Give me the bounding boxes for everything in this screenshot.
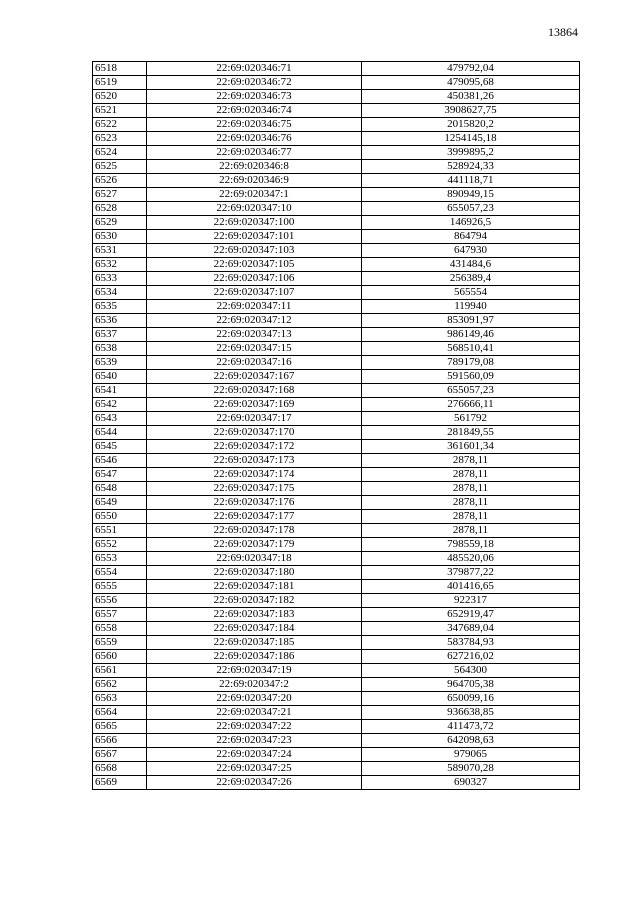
row-number-cell: 6538 bbox=[93, 342, 147, 356]
table-row bbox=[93, 650, 580, 664]
cadastral-value-cell: 528924,33 bbox=[362, 160, 580, 174]
row-number-cell: 6561 bbox=[93, 664, 147, 678]
cadastral-value-cell: 652919,47 bbox=[362, 608, 580, 622]
page-number: 13864 bbox=[548, 25, 578, 39]
cadastral-value-cell: 485520,06 bbox=[362, 552, 580, 566]
cadastral-value-cell: 564300 bbox=[362, 664, 580, 678]
row-number-cell: 6563 bbox=[93, 692, 147, 706]
cadastral-number-cell: 22:69:020346:75 bbox=[147, 118, 362, 132]
row-number-cell: 6562 bbox=[93, 678, 147, 692]
row-number-cell: 6550 bbox=[93, 510, 147, 524]
table-row bbox=[93, 174, 580, 188]
table-row bbox=[93, 286, 580, 300]
cadastral-number-cell: 22:69:020346:71 bbox=[147, 62, 362, 76]
row-number-cell: 6518 bbox=[93, 62, 147, 76]
cadastral-value-cell: 655057,23 bbox=[362, 384, 580, 398]
cadastral-value-cell: 361601,34 bbox=[362, 440, 580, 454]
cadastral-value-cell: 642098,63 bbox=[362, 734, 580, 748]
table-row bbox=[93, 748, 580, 762]
cadastral-number-cell: 22:69:020347:105 bbox=[147, 258, 362, 272]
cadastral-number-cell: 22:69:020347:169 bbox=[147, 398, 362, 412]
cadastral-value-cell: 3999895,2 bbox=[362, 146, 580, 160]
cadastral-value-cell: 936638,85 bbox=[362, 706, 580, 720]
cadastral-value-cell: 450381,26 bbox=[362, 90, 580, 104]
cadastral-value-cell: 281849,55 bbox=[362, 426, 580, 440]
cadastral-number-cell: 22:69:020347:2 bbox=[147, 678, 362, 692]
row-number-cell: 6532 bbox=[93, 258, 147, 272]
table-row bbox=[93, 762, 580, 776]
cadastral-value-cell: 2015820,2 bbox=[362, 118, 580, 132]
row-number-cell: 6521 bbox=[93, 104, 147, 118]
cadastral-value-cell: 789179,08 bbox=[362, 356, 580, 370]
cadastral-number-cell: 22:69:020346:74 bbox=[147, 104, 362, 118]
cadastral-value-cell: 890949,15 bbox=[362, 188, 580, 202]
cadastral-number-cell: 22:69:020347:177 bbox=[147, 510, 362, 524]
table-row bbox=[93, 454, 580, 468]
table-row bbox=[93, 580, 580, 594]
cadastral-number-cell: 22:69:020347:22 bbox=[147, 720, 362, 734]
table-row bbox=[93, 258, 580, 272]
cadastral-value-cell: 411473,72 bbox=[362, 720, 580, 734]
cadastral-value-cell: 479095,68 bbox=[362, 76, 580, 90]
table-row bbox=[93, 132, 580, 146]
cadastral-number-cell: 22:69:020346:9 bbox=[147, 174, 362, 188]
cadastral-number-cell: 22:69:020346:77 bbox=[147, 146, 362, 160]
cadastral-number-cell: 22:69:020347:173 bbox=[147, 454, 362, 468]
row-number-cell: 6536 bbox=[93, 314, 147, 328]
row-number-cell: 6568 bbox=[93, 762, 147, 776]
table-row bbox=[93, 426, 580, 440]
table-row bbox=[93, 342, 580, 356]
cadastral-value-cell: 655057,23 bbox=[362, 202, 580, 216]
row-number-cell: 6548 bbox=[93, 482, 147, 496]
cadastral-value-cell: 2878,11 bbox=[362, 482, 580, 496]
row-number-cell: 6530 bbox=[93, 230, 147, 244]
table-row bbox=[93, 300, 580, 314]
row-number-cell: 6544 bbox=[93, 426, 147, 440]
cadastral-number-cell: 22:69:020347:1 bbox=[147, 188, 362, 202]
table-row bbox=[93, 608, 580, 622]
table-row bbox=[93, 552, 580, 566]
row-number-cell: 6553 bbox=[93, 552, 147, 566]
table-row bbox=[93, 104, 580, 118]
row-number-cell: 6542 bbox=[93, 398, 147, 412]
table-row bbox=[93, 622, 580, 636]
table-row bbox=[93, 678, 580, 692]
cadastral-number-cell: 22:69:020347:106 bbox=[147, 272, 362, 286]
cadastral-value-cell: 119940 bbox=[362, 300, 580, 314]
cadastral-value-cell: 2878,11 bbox=[362, 454, 580, 468]
cadastral-number-cell: 22:69:020347:186 bbox=[147, 650, 362, 664]
row-number-cell: 6541 bbox=[93, 384, 147, 398]
cadastral-number-cell: 22:69:020347:182 bbox=[147, 594, 362, 608]
cadastral-value-cell: 276666,11 bbox=[362, 398, 580, 412]
cadastral-value-cell: 690327 bbox=[362, 776, 580, 790]
row-number-cell: 6539 bbox=[93, 356, 147, 370]
cadastral-value-cell: 347689,04 bbox=[362, 622, 580, 636]
cadastral-value-cell: 589070,28 bbox=[362, 762, 580, 776]
cadastral-value-cell: 561792 bbox=[362, 412, 580, 426]
table-row bbox=[93, 398, 580, 412]
table-row bbox=[93, 370, 580, 384]
cadastral-number-cell: 22:69:020347:168 bbox=[147, 384, 362, 398]
row-number-cell: 6528 bbox=[93, 202, 147, 216]
table-row bbox=[93, 314, 580, 328]
table-row bbox=[93, 510, 580, 524]
cadastral-number-cell: 22:69:020347:100 bbox=[147, 216, 362, 230]
row-number-cell: 6534 bbox=[93, 286, 147, 300]
cadastral-number-cell: 22:69:020347:176 bbox=[147, 496, 362, 510]
cadastral-number-cell: 22:69:020347:16 bbox=[147, 356, 362, 370]
cadastral-number-cell: 22:69:020347:103 bbox=[147, 244, 362, 258]
cadastral-number-cell: 22:69:020347:185 bbox=[147, 636, 362, 650]
cadastral-number-cell: 22:69:020347:20 bbox=[147, 692, 362, 706]
table-row bbox=[93, 118, 580, 132]
cadastral-value-cell: 979065 bbox=[362, 748, 580, 762]
table-row bbox=[93, 706, 580, 720]
table-row bbox=[93, 468, 580, 482]
cadastral-number-cell: 22:69:020347:180 bbox=[147, 566, 362, 580]
cadastral-number-cell: 22:69:020347:172 bbox=[147, 440, 362, 454]
cadastral-number-cell: 22:69:020347:24 bbox=[147, 748, 362, 762]
cadastral-number-cell: 22:69:020347:26 bbox=[147, 776, 362, 790]
row-number-cell: 6526 bbox=[93, 174, 147, 188]
cadastral-value-cell: 853091,97 bbox=[362, 314, 580, 328]
cadastral-value-cell: 379877,22 bbox=[362, 566, 580, 580]
table-row bbox=[93, 76, 580, 90]
cadastral-value-cell: 401416,65 bbox=[362, 580, 580, 594]
row-number-cell: 6527 bbox=[93, 188, 147, 202]
cadastral-number-cell: 22:69:020346:76 bbox=[147, 132, 362, 146]
cadastral-value-cell: 441118,71 bbox=[362, 174, 580, 188]
row-number-cell: 6546 bbox=[93, 454, 147, 468]
cadastral-value-cell: 583784,93 bbox=[362, 636, 580, 650]
cadastral-value-cell: 647930 bbox=[362, 244, 580, 258]
row-number-cell: 6540 bbox=[93, 370, 147, 384]
cadastral-value-cell: 798559,18 bbox=[362, 538, 580, 552]
cadastral-value-cell: 568510,41 bbox=[362, 342, 580, 356]
table-body bbox=[93, 62, 580, 790]
table-row bbox=[93, 636, 580, 650]
row-number-cell: 6564 bbox=[93, 706, 147, 720]
cadastral-number-cell: 22:69:020347:167 bbox=[147, 370, 362, 384]
cadastral-number-cell: 22:69:020347:170 bbox=[147, 426, 362, 440]
cadastral-value-cell: 1254145,18 bbox=[362, 132, 580, 146]
row-number-cell: 6537 bbox=[93, 328, 147, 342]
cadastral-value-cell: 964705,38 bbox=[362, 678, 580, 692]
cadastral-value-cell: 2878,11 bbox=[362, 524, 580, 538]
row-number-cell: 6547 bbox=[93, 468, 147, 482]
row-number-cell: 6556 bbox=[93, 594, 147, 608]
table-row bbox=[93, 538, 580, 552]
cadastral-number-cell: 22:69:020347:183 bbox=[147, 608, 362, 622]
cadastral-value-cell: 627216,02 bbox=[362, 650, 580, 664]
row-number-cell: 6525 bbox=[93, 160, 147, 174]
row-number-cell: 6523 bbox=[93, 132, 147, 146]
cadastral-number-cell: 22:69:020347:19 bbox=[147, 664, 362, 678]
cadastral-value-cell: 864794 bbox=[362, 230, 580, 244]
cadastral-value-cell: 431484,6 bbox=[362, 258, 580, 272]
row-number-cell: 6535 bbox=[93, 300, 147, 314]
cadastral-number-cell: 22:69:020347:181 bbox=[147, 580, 362, 594]
table-row bbox=[93, 90, 580, 104]
table-row bbox=[93, 384, 580, 398]
cadastral-value-cell: 479792,04 bbox=[362, 62, 580, 76]
row-number-cell: 6545 bbox=[93, 440, 147, 454]
row-number-cell: 6524 bbox=[93, 146, 147, 160]
row-number-cell: 6552 bbox=[93, 538, 147, 552]
cadastral-value-cell: 3908627,75 bbox=[362, 104, 580, 118]
cadastral-number-cell: 22:69:020347:175 bbox=[147, 482, 362, 496]
table-row bbox=[93, 776, 580, 790]
cadastral-number-cell: 22:69:020346:72 bbox=[147, 76, 362, 90]
cadastral-value-cell: 565554 bbox=[362, 286, 580, 300]
table-row bbox=[93, 202, 580, 216]
cadastral-number-cell: 22:69:020347:18 bbox=[147, 552, 362, 566]
table-row bbox=[93, 328, 580, 342]
cadastral-number-cell: 22:69:020347:13 bbox=[147, 328, 362, 342]
cadastral-number-cell: 22:69:020347:107 bbox=[147, 286, 362, 300]
row-number-cell: 6567 bbox=[93, 748, 147, 762]
row-number-cell: 6560 bbox=[93, 650, 147, 664]
table-row bbox=[93, 160, 580, 174]
row-number-cell: 6543 bbox=[93, 412, 147, 426]
cadastral-number-cell: 22:69:020347:10 bbox=[147, 202, 362, 216]
table-row bbox=[93, 566, 580, 580]
cadastral-number-cell: 22:69:020347:179 bbox=[147, 538, 362, 552]
cadastral-number-cell: 22:69:020347:21 bbox=[147, 706, 362, 720]
row-number-cell: 6554 bbox=[93, 566, 147, 580]
cadastral-number-cell: 22:69:020347:12 bbox=[147, 314, 362, 328]
table-row bbox=[93, 146, 580, 160]
table-row bbox=[93, 496, 580, 510]
row-number-cell: 6555 bbox=[93, 580, 147, 594]
row-number-cell: 6529 bbox=[93, 216, 147, 230]
table-row bbox=[93, 594, 580, 608]
table-row bbox=[93, 482, 580, 496]
table-row bbox=[93, 188, 580, 202]
cadastral-value-cell: 922317 bbox=[362, 594, 580, 608]
table-row bbox=[93, 230, 580, 244]
cadastral-number-cell: 22:69:020346:8 bbox=[147, 160, 362, 174]
table-row bbox=[93, 720, 580, 734]
row-number-cell: 6557 bbox=[93, 608, 147, 622]
row-number-cell: 6566 bbox=[93, 734, 147, 748]
table-row bbox=[93, 664, 580, 678]
cadastral-number-cell: 22:69:020346:73 bbox=[147, 90, 362, 104]
row-number-cell: 6520 bbox=[93, 90, 147, 104]
cadastral-number-cell: 22:69:020347:15 bbox=[147, 342, 362, 356]
table-row bbox=[93, 272, 580, 286]
row-number-cell: 6522 bbox=[93, 118, 147, 132]
row-number-cell: 6533 bbox=[93, 272, 147, 286]
table-row bbox=[93, 412, 580, 426]
cadastral-value-cell: 986149,46 bbox=[362, 328, 580, 342]
table-row bbox=[93, 356, 580, 370]
row-number-cell: 6549 bbox=[93, 496, 147, 510]
row-number-cell: 6519 bbox=[93, 76, 147, 90]
registry-table bbox=[92, 61, 580, 790]
cadastral-number-cell: 22:69:020347:23 bbox=[147, 734, 362, 748]
cadastral-number-cell: 22:69:020347:174 bbox=[147, 468, 362, 482]
cadastral-value-cell: 591560,09 bbox=[362, 370, 580, 384]
table-row bbox=[93, 440, 580, 454]
table-row bbox=[93, 216, 580, 230]
cadastral-number-cell: 22:69:020347:25 bbox=[147, 762, 362, 776]
cadastral-number-cell: 22:69:020347:11 bbox=[147, 300, 362, 314]
cadastral-number-cell: 22:69:020347:101 bbox=[147, 230, 362, 244]
cadastral-value-cell: 2878,11 bbox=[362, 468, 580, 482]
cadastral-value-cell: 146926,5 bbox=[362, 216, 580, 230]
table-row bbox=[93, 244, 580, 258]
cadastral-number-cell: 22:69:020347:184 bbox=[147, 622, 362, 636]
cadastral-value-cell: 650099,16 bbox=[362, 692, 580, 706]
row-number-cell: 6569 bbox=[93, 776, 147, 790]
table-row bbox=[93, 734, 580, 748]
cadastral-number-cell: 22:69:020347:178 bbox=[147, 524, 362, 538]
cadastral-number-cell: 22:69:020347:17 bbox=[147, 412, 362, 426]
table-row bbox=[93, 62, 580, 76]
cadastral-value-cell: 2878,11 bbox=[362, 496, 580, 510]
table-row bbox=[93, 524, 580, 538]
row-number-cell: 6565 bbox=[93, 720, 147, 734]
row-number-cell: 6531 bbox=[93, 244, 147, 258]
row-number-cell: 6551 bbox=[93, 524, 147, 538]
cadastral-value-cell: 2878,11 bbox=[362, 510, 580, 524]
row-number-cell: 6558 bbox=[93, 622, 147, 636]
table-row bbox=[93, 692, 580, 706]
cadastral-value-cell: 256389,4 bbox=[362, 272, 580, 286]
row-number-cell: 6559 bbox=[93, 636, 147, 650]
